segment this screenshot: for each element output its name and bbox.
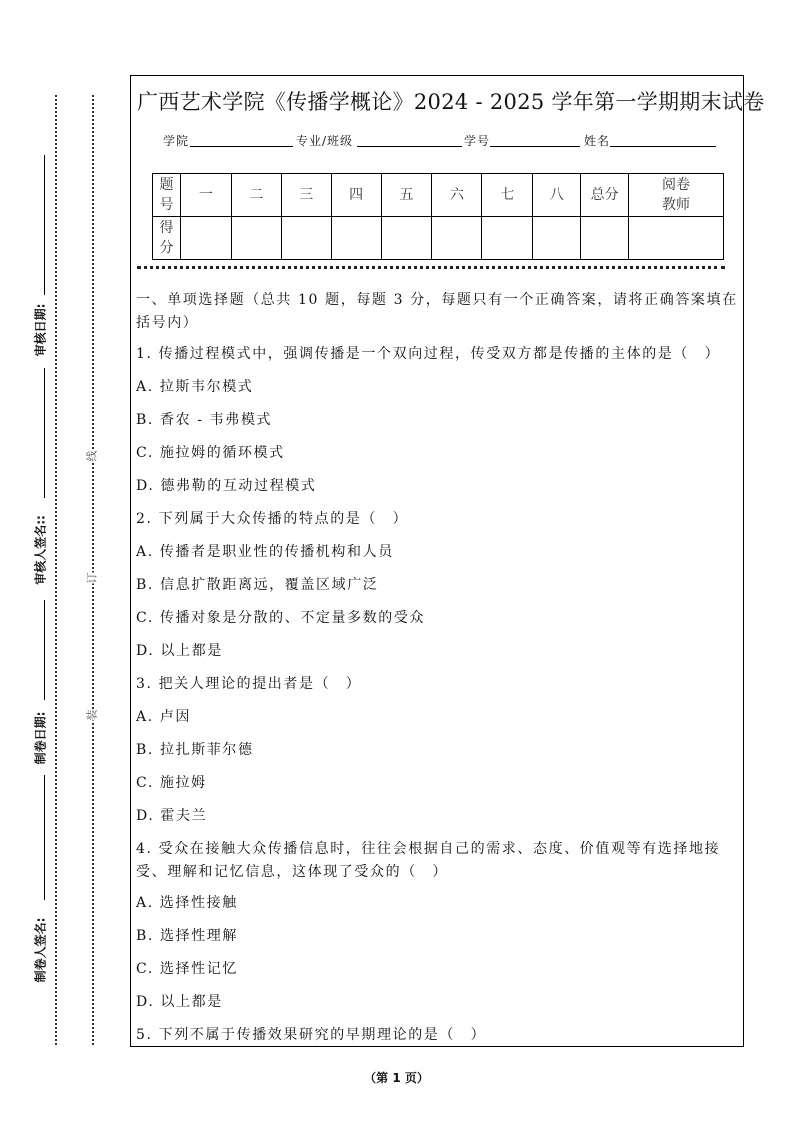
- score-cell[interactable]: [581, 217, 629, 260]
- field-label-college: 学院: [163, 134, 190, 148]
- field-label-id: 学号: [464, 134, 491, 148]
- section-divider: [137, 266, 725, 269]
- score-cell[interactable]: [231, 217, 281, 260]
- score-table: [152, 173, 724, 260]
- make-date-label: 制卷日期:: [33, 711, 48, 765]
- question-stem: 3. 把关人理论的提出者是（ ）: [136, 676, 362, 692]
- signature-line: [44, 155, 45, 295]
- page-number: （第 1 页）: [364, 1071, 429, 1085]
- option-item: D. 霍夫兰: [136, 808, 208, 824]
- table-header-cell: 四: [331, 174, 381, 217]
- option-item: D. 德弗勒的互动过程模式: [136, 478, 317, 494]
- section-heading: 一、单项选择题（总共 10 题，每题 3 分，每题只有一个正确答案，请将正确答案填在括号内）: [136, 292, 738, 331]
- table-header-cell: 一: [180, 174, 231, 217]
- score-cell[interactable]: [432, 217, 482, 260]
- option-item: A. 拉斯韦尔模式: [136, 379, 254, 395]
- option-item: C. 选择性记忆: [136, 961, 238, 977]
- option-item: A. 选择性接触: [136, 895, 238, 911]
- question-stem: 2. 下列属于大众传播的特点的是（ ）: [136, 511, 409, 527]
- option-item: B. 拉扎斯菲尔德: [136, 742, 254, 758]
- option-item: B. 选择性理解: [136, 928, 238, 944]
- table-header-cell: 题 号: [153, 174, 181, 217]
- table-header-cell: 二: [231, 174, 281, 217]
- table-header-cell: 总分: [581, 174, 629, 217]
- option-item: C. 传播对象是分散的、不定量多数的受众: [136, 610, 426, 626]
- table-header-cell: 七: [482, 174, 533, 217]
- option-item: D. 以上都是: [136, 643, 223, 659]
- reviewer-sign-label: 审核人签名::: [33, 515, 48, 585]
- cut-mark: 装: [85, 709, 99, 721]
- exam-title: 广西艺术学院《传播学概论》2024 - 2025 学年第一学期期末试卷: [137, 90, 765, 114]
- table-header-cell: 阅卷 教师: [629, 174, 724, 217]
- option-item: A. 卢因: [136, 709, 192, 725]
- option-item: A. 传播者是职业性的传播机构和人员: [136, 544, 394, 560]
- college-input-line[interactable]: [190, 146, 293, 147]
- option-item: B. 香农 - 韦弗模式: [136, 412, 273, 428]
- cut-mark: 线: [85, 450, 99, 462]
- score-cell[interactable]: [629, 217, 724, 260]
- binding-dotted-line: [92, 95, 94, 1045]
- signature-line: [44, 600, 45, 700]
- table-header-cell: 三: [281, 174, 331, 217]
- score-cell[interactable]: [533, 217, 581, 260]
- field-label-name: 姓名: [584, 134, 611, 148]
- table-row-scores: [153, 217, 724, 260]
- table-header-cell: 八: [533, 174, 581, 217]
- score-cell[interactable]: [331, 217, 381, 260]
- option-item: C. 施拉姆的循环模式: [136, 445, 285, 461]
- question-stem: 5. 下列不属于传播效果研究的早期理论的是（ ）: [136, 1027, 487, 1043]
- signature-line: [44, 775, 45, 900]
- name-input-line[interactable]: [610, 146, 716, 147]
- review-date-label: 审核日期:: [33, 303, 48, 357]
- questions-body: [136, 289, 739, 1057]
- option-item: B. 信息扩散距离远，覆盖区域广泛: [136, 577, 379, 593]
- score-cell[interactable]: [281, 217, 331, 260]
- option-item: D. 以上都是: [136, 994, 223, 1010]
- table-header-cell: 六: [432, 174, 482, 217]
- table-header-cell: 五: [381, 174, 432, 217]
- table-row-question-numbers: [153, 174, 724, 217]
- question-stem: 1. 传播过程模式中，强调传播是一个双向过程，传受双方都是传播的主体的是（ ）: [136, 346, 721, 362]
- table-header-cell: 得 分: [153, 217, 181, 260]
- question-stem: 4. 受众在接触大众传播信息时，往往会根据自己的需求、态度、价值观等有选择地接受、理解和记忆信息，这体现了受众的（ ）: [136, 841, 721, 880]
- binding-dotted-line: [55, 95, 57, 1045]
- score-cell[interactable]: [180, 217, 231, 260]
- signature-line: [44, 368, 45, 498]
- major-input-line[interactable]: [357, 146, 462, 147]
- field-label-major: 专业/班级: [296, 134, 354, 148]
- score-cell[interactable]: [381, 217, 432, 260]
- option-item: C. 施拉姆: [136, 775, 207, 791]
- cut-mark: 订: [85, 572, 99, 584]
- student-id-input-line[interactable]: [490, 146, 580, 147]
- maker-sign-label: 制卷人签名:: [33, 917, 48, 983]
- score-cell[interactable]: [482, 217, 533, 260]
